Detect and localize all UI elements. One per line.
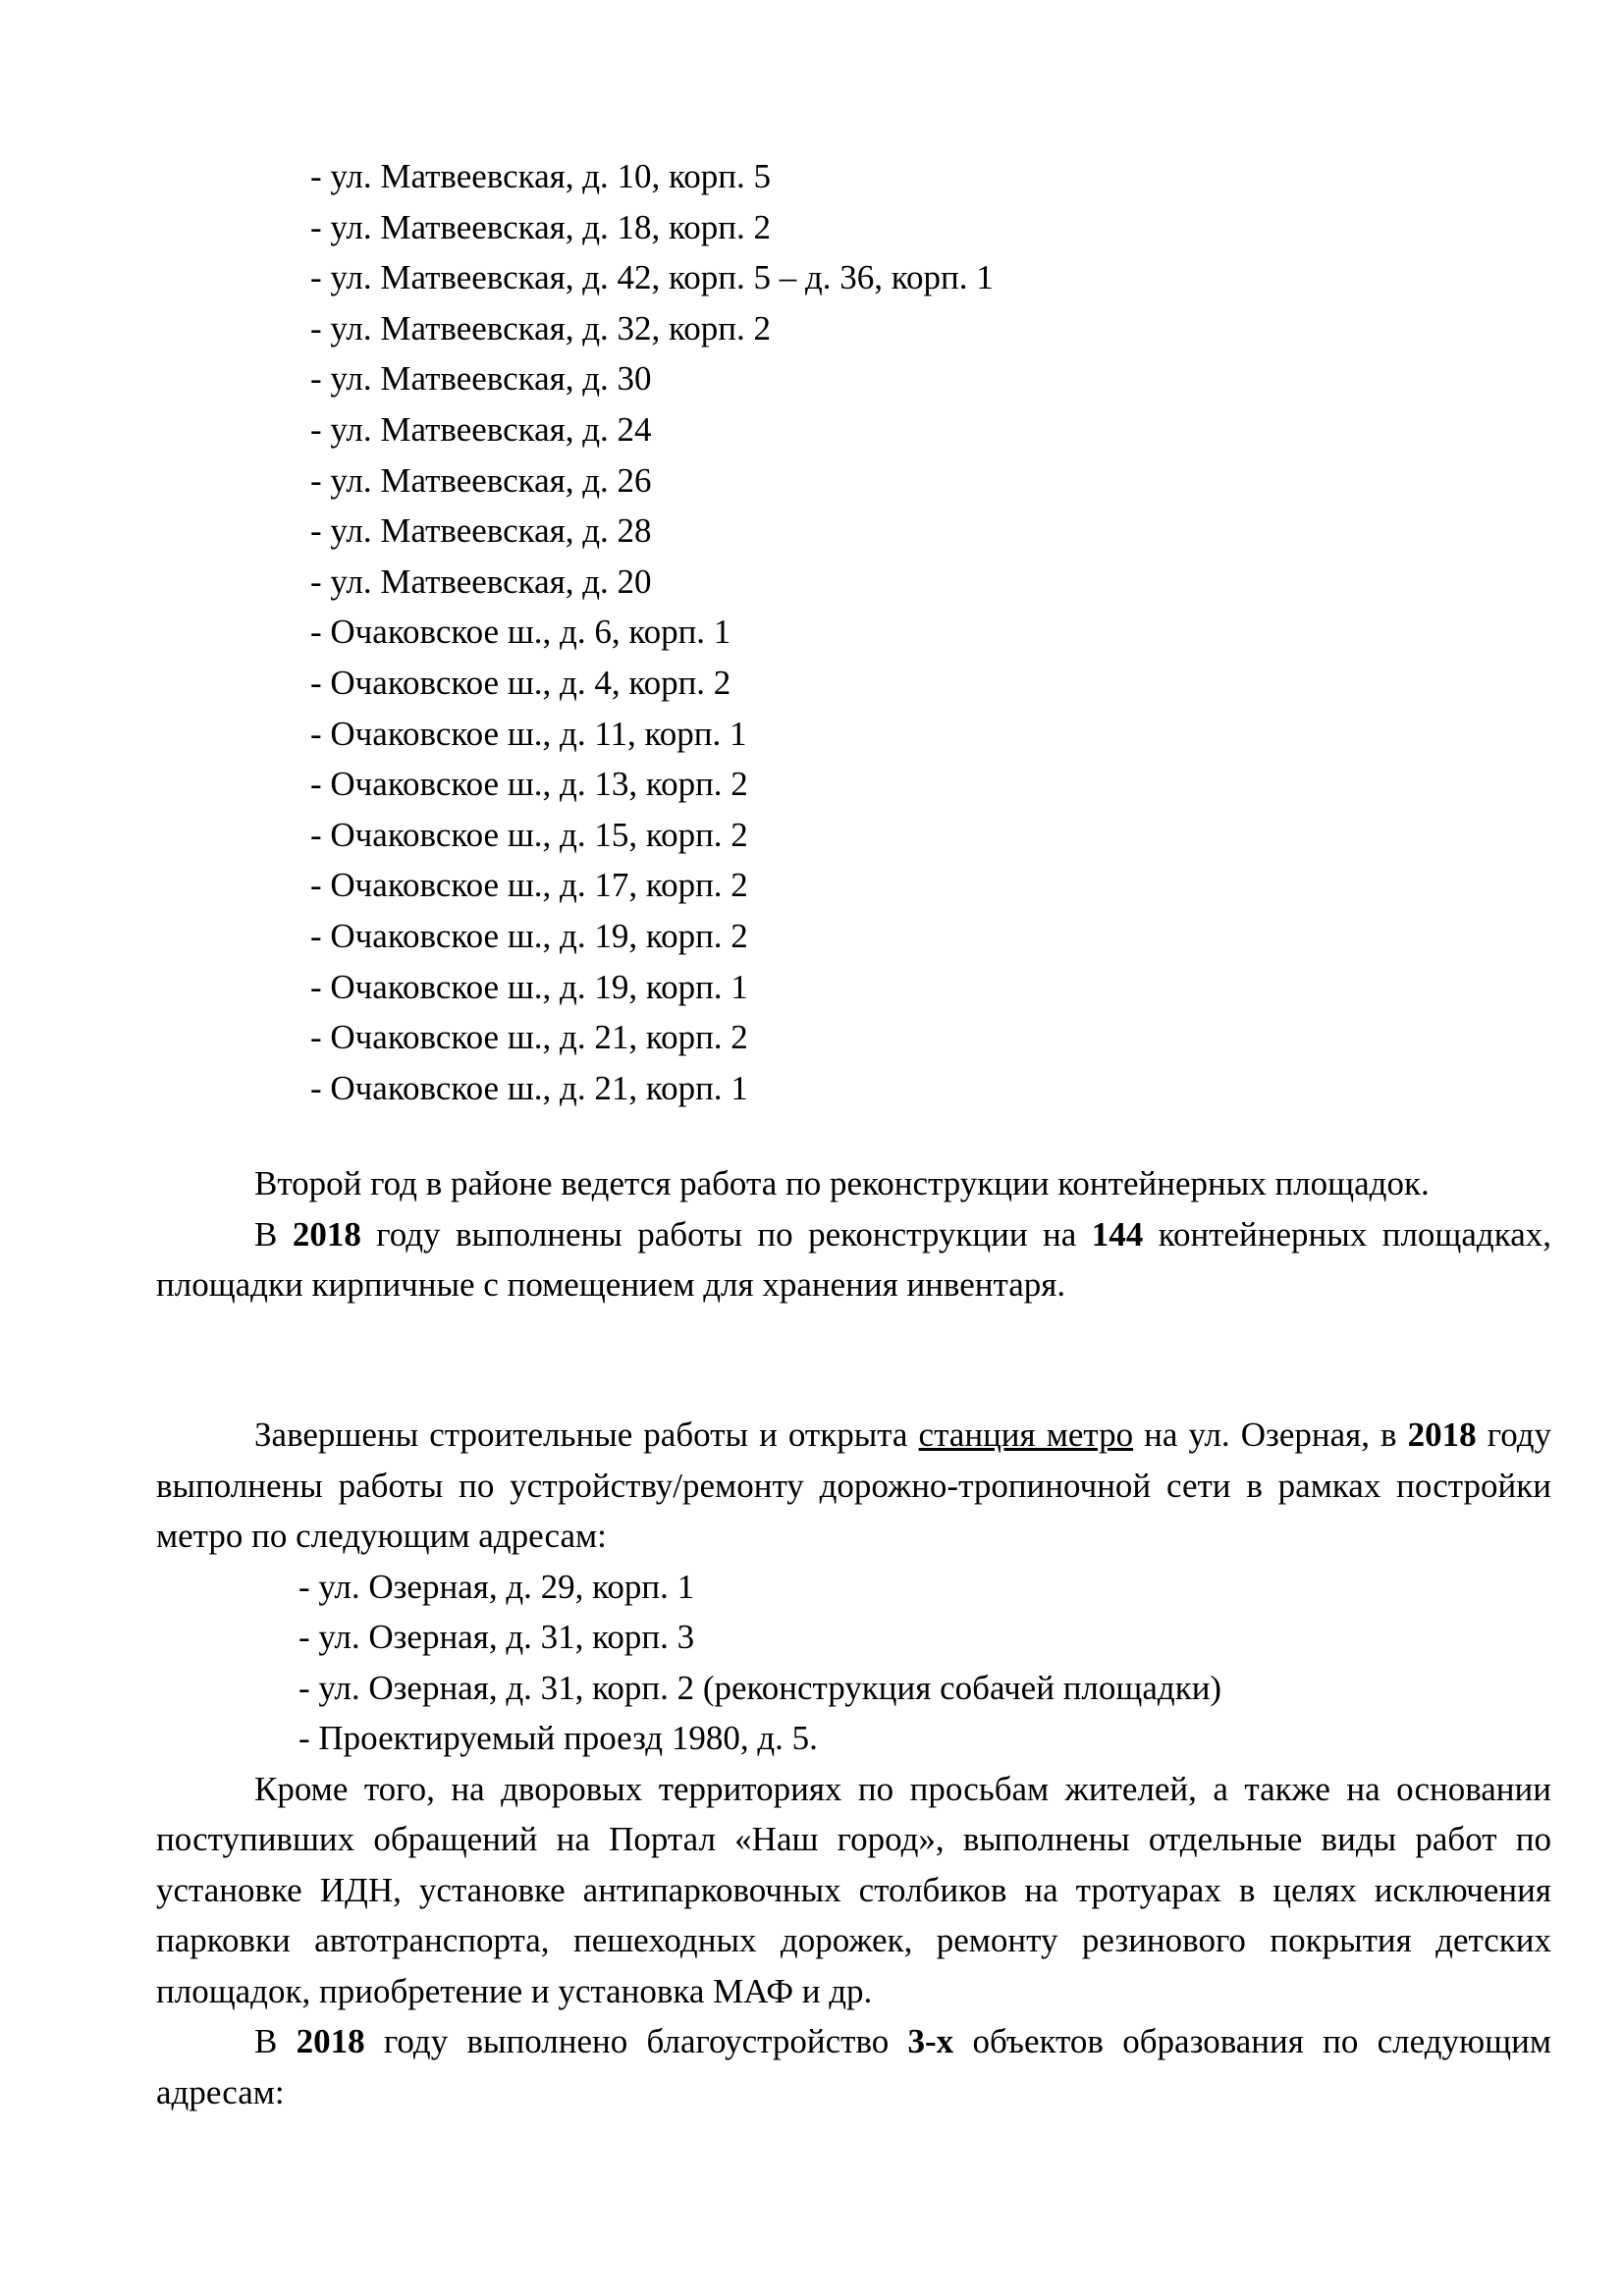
list-item: - ул. Матвеевская, д. 10, корп. 5: [310, 157, 771, 195]
count-bold: 3-х: [907, 2022, 954, 2060]
list-item: - Очаковское ш., д. 19, корп. 2: [310, 916, 748, 955]
list-item: - ул. Озерная, д. 31, корп. 2 (реконструкция собачей площадки): [298, 1668, 1222, 1707]
paragraph-metro: [156, 1410, 1551, 1562]
text-fragment: объектов образования по следующим адресам:: [156, 2022, 1552, 2111]
list-item: - Очаковское ш., д. 15, корп. 2: [310, 815, 748, 854]
text-fragment: году выполнены работы по реконструкции на: [360, 1214, 1092, 1254]
list-item: - Очаковское ш., д. 21, корп. 2: [310, 1018, 748, 1057]
list-item: - ул. Матвеевская, д. 32, корп. 2: [310, 308, 771, 347]
list-item: - ул. Озерная, д. 31, корп. 3: [298, 1618, 695, 1656]
list-item: - ул. Озерная, д. 29, корп. 1: [298, 1567, 695, 1606]
list-item: - Очаковское ш., д. 13, корп. 2: [310, 765, 748, 804]
paragraph-yards: Кроме того, на дворовых территориях по просьбам жителей, а также на основании поступивших обращений на Портал «Наш город», выполнены отдельные виды работ по установке ИДН, установке антипарковочных столбиков на тротуарах в целях исключения парковки автотранспорта, пешеходных дорожек, ремонту резинового покрытия детских площадок, приобретение и установка МАФ и др.: [156, 1769, 1551, 2010]
paragraph-schools: [156, 2016, 1551, 2117]
list-item: - Очаковское ш., д. 19, корп. 1: [310, 967, 748, 1006]
list-item: - Проектируемый проезд 1980, д. 5.: [298, 1719, 818, 1757]
list-item: - Очаковское ш., д. 17, корп. 2: [310, 866, 748, 905]
address-list-ozernaya: [156, 1562, 1551, 1764]
list-item: - Очаковское ш., д. 6, корп. 1: [310, 613, 731, 652]
text-fragment: на ул. Озерная, в: [1133, 1415, 1408, 1454]
year-bold: 2018: [296, 2022, 365, 2060]
address-list-matveevskaya-ochakovskoe: [310, 151, 994, 1113]
paragraph-containers-intro: Второй год в районе ведется работа по реконструкции контейнерных площадок.: [254, 1164, 1430, 1202]
text-fragment: году выполнены работы по устройству/ремонту дорожно-тропиночной сети в рамках постройки метро по следующим адресам:: [156, 1415, 1552, 1555]
list-item: - ул. Матвеевская, д. 30: [310, 359, 652, 399]
text-fragment: году выполнено благоустройство: [364, 2022, 908, 2060]
list-item: - Очаковское ш., д. 4, корп. 2: [310, 663, 731, 702]
text-fragment: В: [254, 1214, 293, 1254]
text-fragment: контейнерных площадках, площадки кирпичные с помещением для хранения инвентаря.: [156, 1214, 1551, 1304]
count-bold: 144: [1091, 1214, 1144, 1254]
paragraph-containers-2018: [156, 1209, 1551, 1310]
list-item: - ул. Матвеевская, д. 26: [310, 460, 652, 500]
year-bold: 2018: [1407, 1415, 1477, 1454]
text-fragment: Завершены строительные работы и открыта: [254, 1415, 919, 1454]
metro-section: [156, 1410, 1551, 2117]
list-item: - ул. Матвеевская, д. 42, корп. 5 – д. 36, корп. 1: [310, 258, 994, 297]
containers-section: [156, 1158, 1551, 1310]
year-bold: 2018: [292, 1214, 361, 1254]
metro-station-link[interactable]: станция метро: [918, 1415, 1134, 1454]
text-fragment: В: [254, 2022, 297, 2060]
list-item: - ул. Матвеевская, д. 24: [310, 409, 652, 449]
list-item: - ул. Матвеевская, д. 18, корп. 2: [310, 207, 771, 246]
list-item: - Очаковское ш., д. 21, корп. 1: [310, 1068, 748, 1107]
list-item: - ул. Матвеевская, д. 28: [310, 511, 652, 551]
list-item: - ул. Матвеевская, д. 20: [310, 561, 652, 601]
list-item: - Очаковское ш., д. 11, корп. 1: [310, 714, 747, 753]
